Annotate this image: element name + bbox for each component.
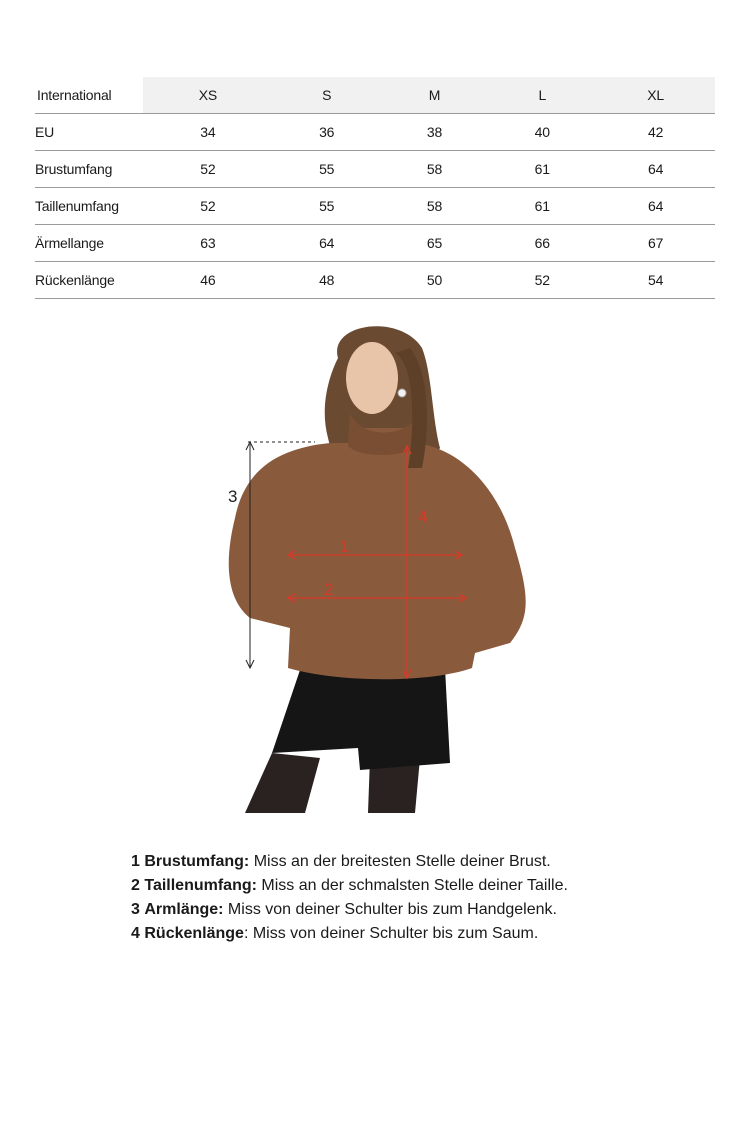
table-row <box>35 114 715 151</box>
note-text: Miss an der schmalsten Stelle deiner Taille. <box>256 877 568 894</box>
note-chest <box>131 850 691 874</box>
note-term: Taillenumfang: <box>144 877 257 894</box>
note-number: 1 <box>131 853 140 870</box>
waist-measure-label: 2 <box>324 580 334 599</box>
model-earring <box>398 389 406 397</box>
note-arm <box>131 898 691 922</box>
model-face <box>346 342 398 414</box>
table-cell: 61 <box>488 188 596 225</box>
table-cell: 64 <box>596 151 715 188</box>
model-measurement-figure <box>210 318 550 813</box>
arm-measure-label: 3 <box>228 487 238 506</box>
note-term: Rückenlänge <box>144 925 244 942</box>
note-term: Armlänge: <box>144 901 224 918</box>
table-cell: 64 <box>273 225 381 262</box>
table-cell: 66 <box>488 225 596 262</box>
model-illustration <box>210 318 550 813</box>
chest-measure-label: 1 <box>340 537 350 556</box>
note-text: Miss von deiner Schulter bis zum Handgelenk. <box>223 901 557 918</box>
measurement-notes <box>131 850 691 946</box>
table-cell: 48 <box>273 262 381 299</box>
header-international: International <box>35 77 143 114</box>
note-back <box>131 922 691 946</box>
back-measure-label: 4 <box>418 507 428 526</box>
header-size-xl: XL <box>596 77 715 114</box>
row-label: Brustumfang <box>35 151 143 188</box>
table-cell: 55 <box>273 151 381 188</box>
table-cell: 58 <box>381 188 489 225</box>
table-cell: 38 <box>381 114 489 151</box>
size-chart-table <box>35 77 715 299</box>
table-cell: 34 <box>143 114 273 151</box>
row-label: EU <box>35 114 143 151</box>
model-shorts <box>272 668 450 770</box>
table-cell: 67 <box>596 225 715 262</box>
table-cell: 50 <box>381 262 489 299</box>
table-row <box>35 262 715 299</box>
table-cell: 52 <box>143 151 273 188</box>
size-header-row <box>35 77 715 114</box>
table-cell: 54 <box>596 262 715 299</box>
header-size-m: M <box>381 77 489 114</box>
note-number: 4 <box>131 925 140 942</box>
table-cell: 58 <box>381 151 489 188</box>
table-cell: 55 <box>273 188 381 225</box>
note-number: 3 <box>131 901 140 918</box>
note-number: 2 <box>131 877 140 894</box>
table-cell: 61 <box>488 151 596 188</box>
table-cell: 36 <box>273 114 381 151</box>
header-size-l: L <box>488 77 596 114</box>
table-cell: 52 <box>488 262 596 299</box>
note-waist <box>131 874 691 898</box>
note-term: Brustumfang: <box>144 853 250 870</box>
table-cell: 63 <box>143 225 273 262</box>
note-text: Miss an der breitesten Stelle deiner Brust. <box>249 853 551 870</box>
header-size-s: S <box>273 77 381 114</box>
note-text: : Miss von deiner Schulter bis zum Saum. <box>243 925 539 942</box>
table-row <box>35 225 715 262</box>
table-row <box>35 188 715 225</box>
row-label: Ärmellange <box>35 225 143 262</box>
row-label: Taillenumfang <box>35 188 143 225</box>
table-cell: 40 <box>488 114 596 151</box>
header-size-xs: XS <box>143 77 273 114</box>
table-cell: 52 <box>143 188 273 225</box>
model-sweater <box>229 428 526 679</box>
row-label: Rückenlänge <box>35 262 143 299</box>
table-cell: 46 <box>143 262 273 299</box>
table-row <box>35 151 715 188</box>
table-cell: 65 <box>381 225 489 262</box>
table-cell: 42 <box>596 114 715 151</box>
table-cell: 64 <box>596 188 715 225</box>
